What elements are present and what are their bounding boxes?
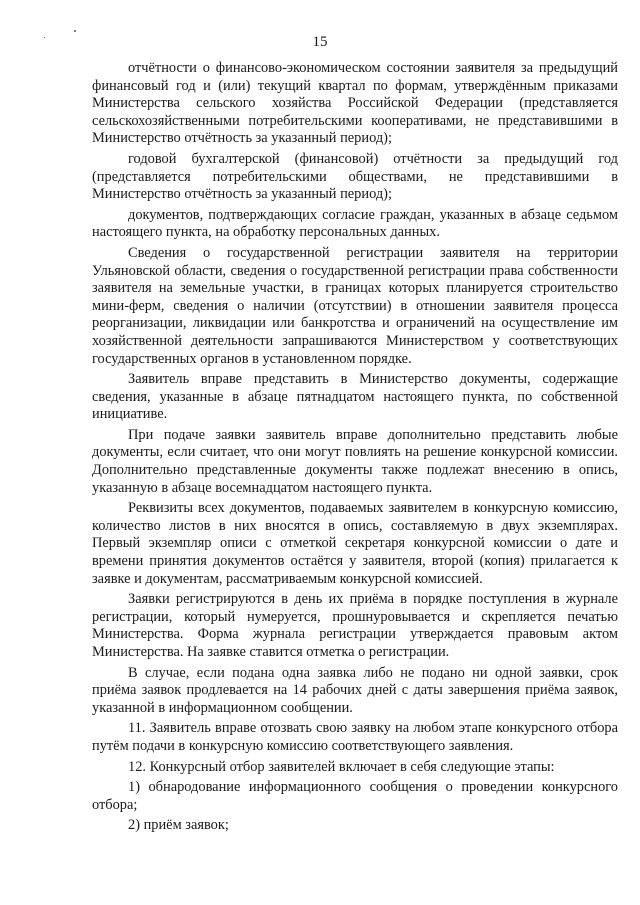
list-item: 1) обнародование информационного сообщения о проведении конкурсного отбора; — [92, 779, 618, 813]
paragraph: При подаче заявки заявитель вправе дополнительно представить любые документы, если считает, что они могут повлиять на решение конкурсной комиссии. Дополнительно представленные документы также подлежат внесению в опись, указанную в абзаце восемнадцатом настоящего пункта. — [92, 426, 618, 496]
paragraph: 11. Заявитель вправе отозвать свою заявку на любом этапе конкурсного отбора путём подачи в конкурсную комиссию соответствующего заявления. — [92, 720, 618, 754]
paragraph: документов, подтверждающих согласие граждан, указанных в абзаце седьмом настоящего пункта, на обработку персональных данных. — [92, 206, 618, 241]
paragraph: Сведения о государственной регистрации заявителя на территории Ульяновской области, сведения о государственной регистрации права собственности заявителя на земельные участки, в границах которых планируется строительство мини-ферм, сведения о наличии (отсутствии) в отношении заявителя процесса реорганизации, ликвидации или банкротства и ограничений на осуществление им хозяйственной деятельности запрашиваются Министерством у соответствующих государственных органов в установленном порядке. — [92, 244, 618, 367]
paragraph: Реквизиты всех документов, подаваемых заявителем в конкурсную комиссию, количество листов в них вносятся в опись, составляемую в двух экземплярах. Первый экземпляр описи с отметкой секретаря конкурсной комиссии о дате и времени принятия документов остаётся у заявителя, второй (копия) прилагается к заявке и документам, рассматриваемым конкурсной комиссией. — [92, 500, 618, 587]
paragraph: В случае, если подана одна заявка либо не подано ни одной заявки, срок приёма заявок продлевается на 14 рабочих дней с даты завершения приёма заявок, указанной в информационном сообщении. — [92, 664, 618, 716]
paragraph: Заявитель вправе представить в Министерство документы, содержащие сведения, указанные в абзаце пятнадцатом настоящего пункта, по собственной инициативе. — [92, 371, 618, 423]
paragraph: годовой бухгалтерской (финансовой) отчётности за предыдущий год (представляется потребительскими обществами, не представившими в Министерство отчётность за указанный период); — [92, 150, 618, 203]
scan-speck — [74, 30, 76, 32]
page-number: 15 — [312, 34, 328, 50]
paragraph: Заявки регистрируются в день их приёма в порядке поступления в журнале регистрации, который нумеруется, прошнуровывается и скрепляется печатью Министерства. Форма журнала регистрации утверждается правовым актом Министерства. На заявке ставится отметка о регистрации. — [92, 591, 618, 660]
document-body — [92, 60, 618, 838]
paragraph: отчётности о финансово-экономическом состоянии заявителя за предыдущий финансовый год и (или) текущий квартал по формам, утверждённым приказами Министерства сельского хозяйства Российской Федерации (представляется сельскохозяйственными потребительскими кооперативами, не представившими в Министерство отчётность за указанный период); — [92, 60, 618, 147]
list-item: 2) приём заявок; — [128, 817, 229, 834]
paragraph: 12. Конкурсный отбор заявителей включает в себя следующие этапы: — [128, 758, 555, 775]
